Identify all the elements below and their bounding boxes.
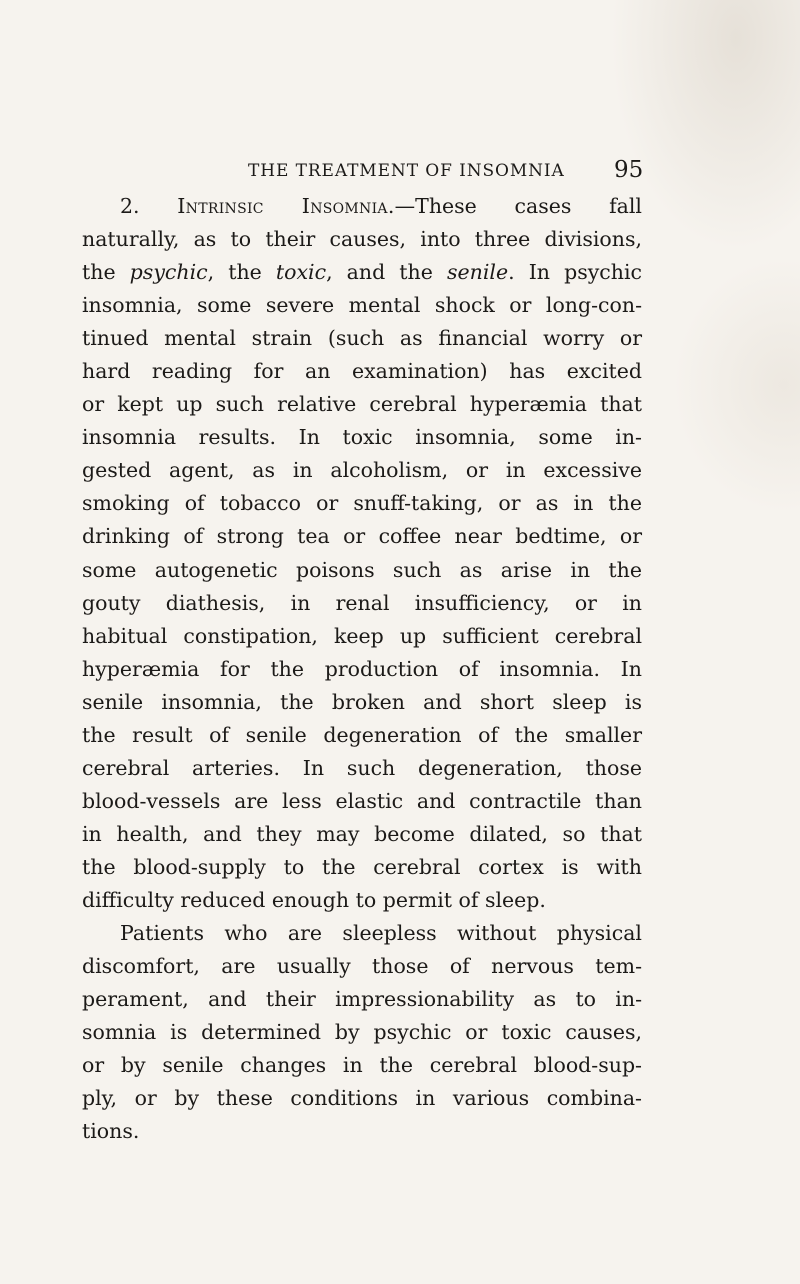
- paragraph-1-line: habitual constipation, keep up sufficient cerebral: [82, 623, 642, 648]
- paragraph-2-line: ply, or by these conditions in various combina-: [82, 1086, 642, 1111]
- paragraph-2-line: tions.: [82, 1119, 140, 1144]
- paragraph-1-line: hard reading for an examination) has excited: [82, 359, 642, 384]
- paragraph-1-line: gested agent, as in alcoholism, or in excessive: [82, 458, 642, 483]
- chapter-title: THE TREATMENT OF INSOMNIA: [248, 161, 565, 181]
- paragraph-1-line: the blood-supply to the cerebral cortex is with: [82, 854, 642, 879]
- paragraph-1-line: gouty diathesis, in renal insufficiency, or in: [82, 590, 642, 615]
- term-toxic: toxic: [275, 260, 327, 285]
- body-text: [82, 190, 642, 1148]
- paragraph-1-line: 2. Intrinsic Insomnia.—These cases fall: [120, 194, 642, 218]
- paragraph-2-line: somnia is determined by psychic or toxic causes,: [82, 1020, 642, 1045]
- paragraph-1-line: the psychic, the toxic, and the senile. In psychic: [82, 260, 643, 285]
- paragraph-1-line: naturally, as to their causes, into three divisions,: [82, 227, 642, 252]
- section-heading: Intrinsic Insomnia.: [177, 194, 395, 218]
- paragraph-1-line: drinking of strong tea or coffee near bedtime, or: [82, 524, 642, 549]
- paragraph-1-line: tinued mental strain (such as financial worry or: [82, 326, 642, 351]
- section-number: 2.: [120, 194, 140, 218]
- paragraph-1-line: the result of senile degeneration of the smaller: [82, 722, 642, 747]
- paragraph-1-line: some autogenetic poisons such as arise in the: [82, 557, 642, 582]
- paragraph-2-line: Patients who are sleepless without physical: [120, 921, 642, 946]
- paragraph-1-line: insomnia, some severe mental shock or long-con-: [82, 293, 642, 318]
- paragraph-1-line: in health, and they may become dilated, so that: [82, 821, 642, 846]
- paragraph-1-line: hyperæmia for the production of insomnia. In: [82, 656, 642, 681]
- paragraph-1-line: difficulty reduced enough to permit of sleep.: [82, 887, 546, 912]
- paragraph-1-line: or kept up such relative cerebral hyperæmia that: [82, 392, 642, 417]
- paragraph-1-line: blood-vessels are less elastic and contractile than: [82, 788, 642, 813]
- term-psychic: psychic: [129, 260, 208, 285]
- running-head: [0, 157, 800, 187]
- paragraph-2-line: perament, and their impressionability as to in-: [82, 987, 642, 1012]
- paragraph-1-line: insomnia results. In toxic insomnia, some in-: [82, 425, 642, 450]
- term-senile: senile: [446, 260, 509, 285]
- paragraph-1-line: cerebral arteries. In such degeneration, those: [82, 755, 642, 780]
- paragraph-2-line: discomfort, are usually those of nervous tem-: [82, 954, 642, 979]
- paragraph-2-line: or by senile changes in the cerebral blood-sup-: [82, 1053, 642, 1078]
- page-number: 95: [614, 157, 644, 183]
- paragraph-1-line: senile insomnia, the broken and short sleep is: [82, 689, 642, 714]
- paragraph-1-line: smoking of tobacco or snuff-taking, or as in the: [82, 491, 642, 516]
